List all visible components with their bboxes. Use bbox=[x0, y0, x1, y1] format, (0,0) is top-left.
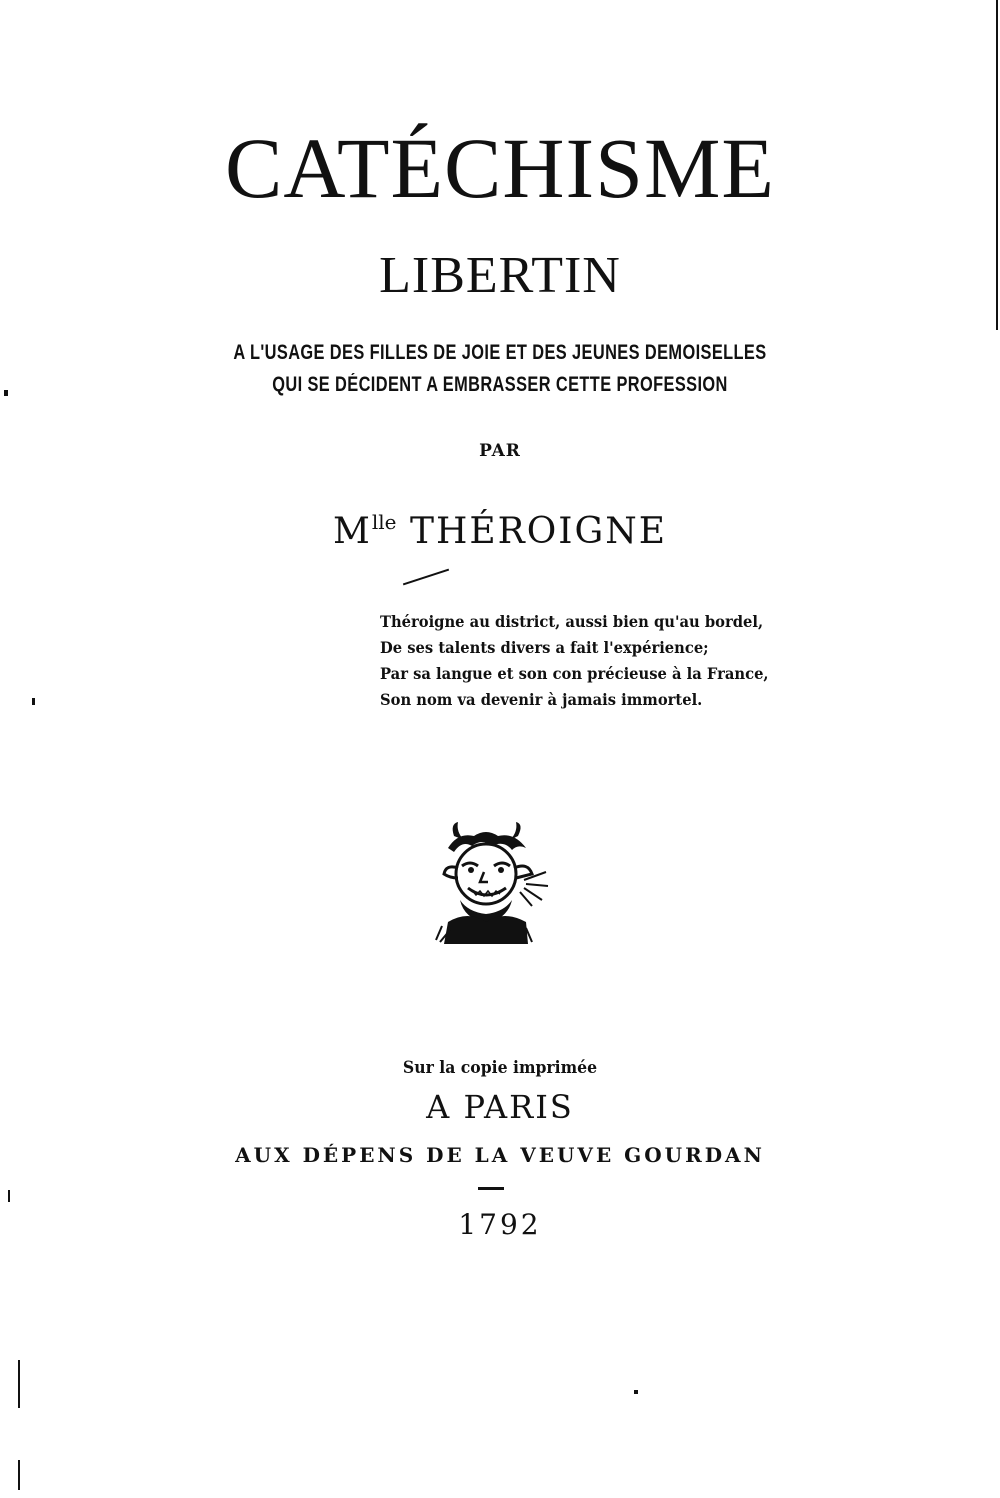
epigraph-line-2: De ses talents divers a fait l'expérience; bbox=[380, 638, 709, 657]
scan-edge-line bbox=[18, 1360, 20, 1408]
publication-year: 1792 bbox=[458, 1208, 542, 1241]
by-label: PAR bbox=[479, 441, 521, 461]
satyr-head-icon bbox=[428, 822, 552, 944]
imprint-city: A PARIS bbox=[426, 1088, 574, 1126]
separator-rule bbox=[478, 1187, 504, 1190]
publisher-line: AUX DÉPENS DE LA VEUVE GOURDAN bbox=[235, 1143, 765, 1167]
scan-speck bbox=[8, 1190, 10, 1202]
usage-line-2: QUI SE DÉCIDENT A EMBRASSER CETTE PROFESSION bbox=[272, 373, 728, 396]
author-prefix-superscript: lle bbox=[371, 510, 397, 534]
decorative-dash bbox=[403, 569, 449, 586]
epigraph-line-1: Théroigne au district, aussi bien qu'au bordel, bbox=[380, 612, 764, 631]
epigraph-line-4: Son nom va devenir à jamais immortel. bbox=[380, 690, 703, 709]
scan-speck bbox=[4, 390, 8, 396]
scan-edge-line bbox=[18, 1460, 20, 1490]
scan-edge-line bbox=[996, 0, 998, 330]
scan-speck bbox=[634, 1390, 638, 1394]
book-subtitle: LIBERTIN bbox=[379, 247, 621, 304]
author-prefix: M bbox=[332, 511, 372, 552]
usage-line-1: A L'USAGE DES FILLES DE JOIE ET DES JEUNES DEMOISELLES bbox=[233, 341, 767, 364]
scan-speck bbox=[32, 698, 35, 705]
epigraph bbox=[380, 609, 840, 713]
epigraph-line-3: Par sa langue et son con précieuse à la France, bbox=[380, 664, 769, 683]
author-name: THÉROIGNE bbox=[409, 511, 668, 552]
author-line bbox=[0, 510, 1000, 552]
imprint-note: Sur la copie imprimée bbox=[402, 1058, 598, 1078]
book-title: CATÉCHISME bbox=[225, 120, 775, 216]
